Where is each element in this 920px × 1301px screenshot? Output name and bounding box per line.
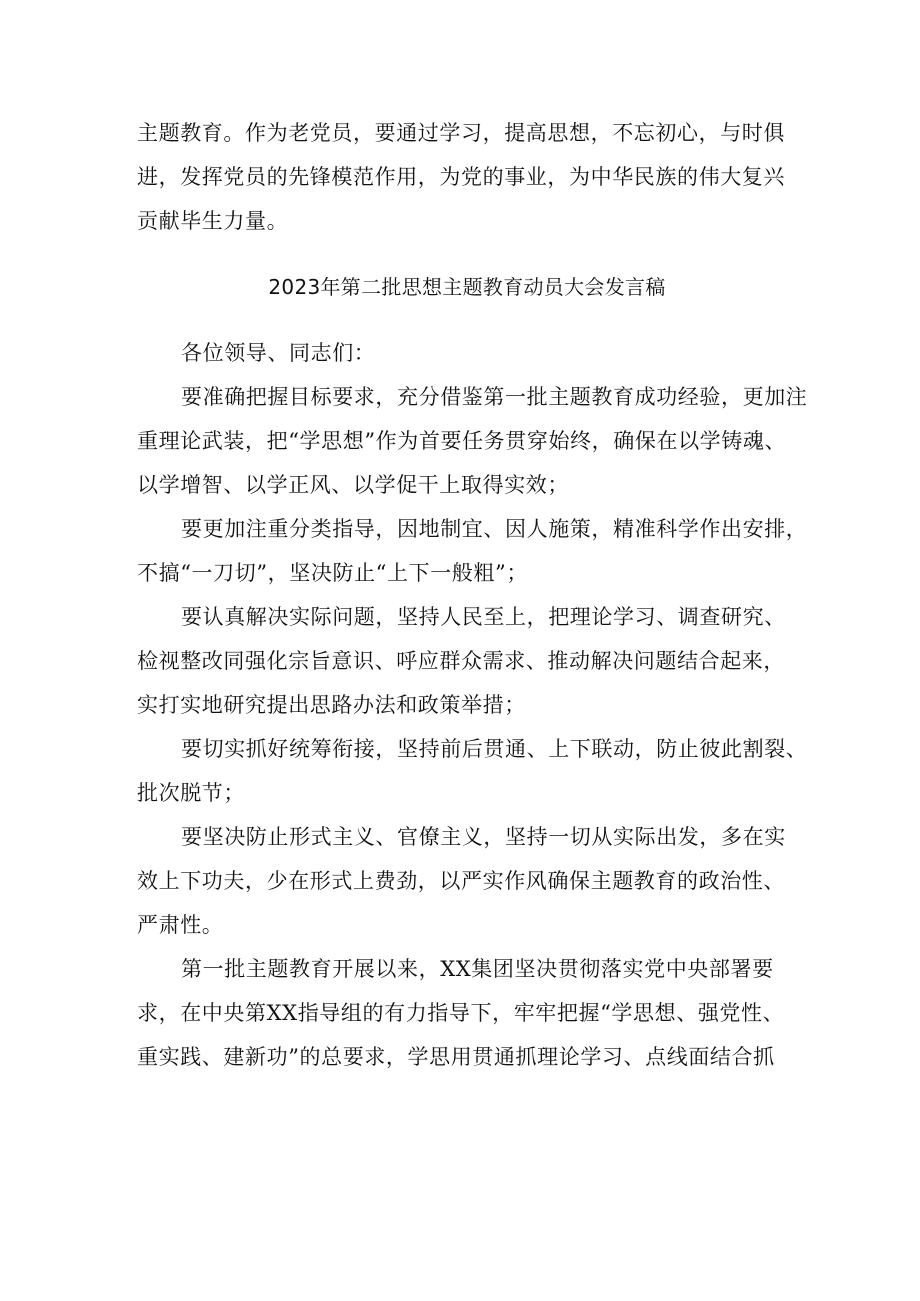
body-paragraph-1 [137,375,808,507]
document-body [137,111,808,1079]
paragraph-line: 求，在中央第XX指导组的有力指导下，牢牢把握“学思想、强党性、 [137,1001,785,1025]
paragraph-line: 不搞“一刀切”，坚决防止“上下一般粗”； [137,561,528,585]
paragraph-line: 以学增智、以学正风、以学促干上取得实效； [137,473,569,497]
paragraph-line: 实打实地研究提出思路办法和政策举措； [137,693,526,717]
paragraph-line: 效上下功夫，少在形式上费劲，以严实作风确保主题教育的政治性、 [137,869,785,893]
body-paragraph-3 [137,595,797,727]
paragraph-line: 检视整改同强化宗旨意识、呼应群众需求、推动解决问题结合起来， [137,649,785,673]
body-paragraph-6 [137,947,797,1079]
paragraph-line: 严肃性。 [137,913,224,937]
paragraph-line: 批次脱节； [137,781,245,805]
body-paragraph-5 [137,815,797,947]
body-paragraph-2 [137,507,808,595]
body-paragraph-4 [137,727,808,815]
greeting: 各位领导、同志们： [181,341,376,365]
paragraph-line: 主题教育。作为老党员，要通过学习，提高思想，不忘初心，与时俱 [137,121,785,145]
paragraph-line: 第一批主题教育开展以来，XX集团坚决贯彻落实党中央部署要 [181,957,774,981]
document-title: 2023年第二批思想主题教育动员大会发言稿 [268,275,666,299]
paragraph-line: 重理论武装，把“学思想”作为首要任务贯穿始终，确保在以学铸魂、 [137,429,787,453]
paragraph-line: 要认真解决实际问题，坚持人民至上，把理论学习、调查研究、 [181,605,786,629]
paragraph-line: 重实践、建新功”的总要求，学思用贯通抓理论学习、点线面结合抓 [137,1045,775,1069]
paragraph-line: 要更加注重分类指导，因地制宜、因人施策，精准科学作出安排， [181,517,808,541]
paragraph-line: 进，发挥党员的先锋模范作用，为党的事业，为中华民族的伟大复兴 [137,165,785,189]
paragraph-line: 贡献毕生力量。 [137,209,289,233]
paragraph-line: 要切实抓好统筹衔接，坚持前后贯通、上下联动，防止彼此割裂、 [181,737,808,761]
paragraph-line: 要准确把握目标要求，充分借鉴第一批主题教育成功经验，更加注 [181,385,808,409]
paragraph-line: 要坚决防止形式主义、官僚主义，坚持一切从实际出发，多在实 [181,825,786,849]
intro-paragraph [137,111,797,243]
